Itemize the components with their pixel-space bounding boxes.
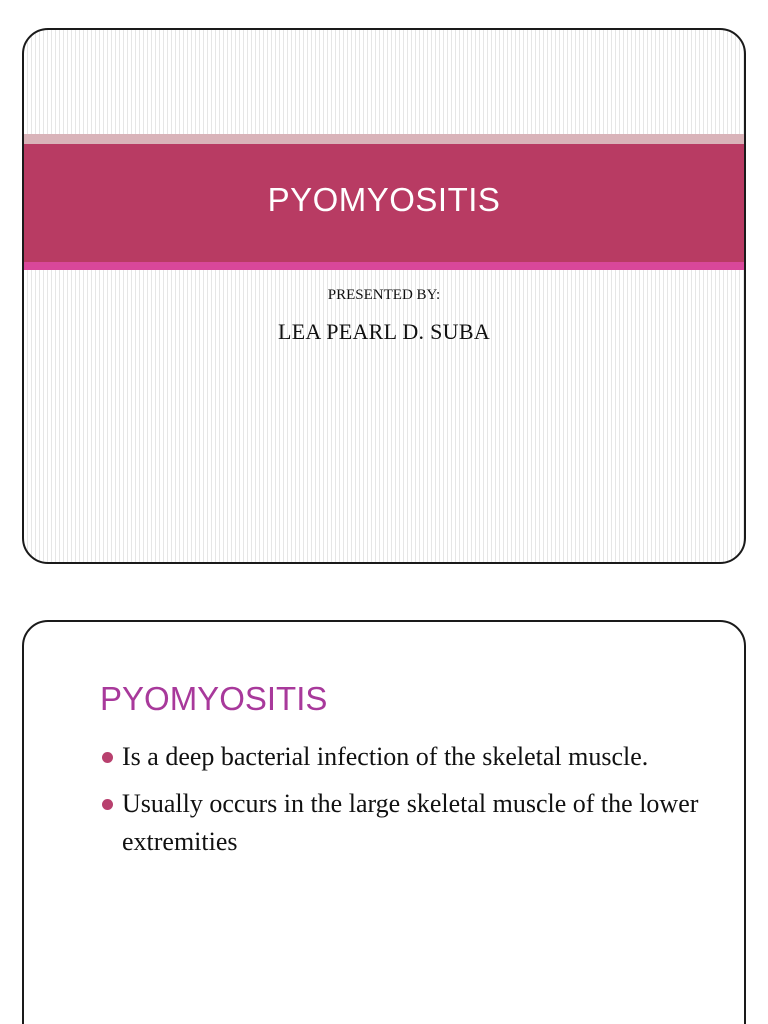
bullet-text: Is a deep bacterial infection of the skeletal muscle. bbox=[122, 742, 649, 771]
presented-by-label: PRESENTED BY: bbox=[327, 287, 441, 303]
bullet-dot-icon bbox=[102, 752, 113, 763]
author-name: LEA PEARL D. SUBA bbox=[277, 319, 491, 344]
list-item bbox=[100, 738, 720, 776]
title-slide bbox=[22, 28, 746, 564]
slide-heading: PYOMYOSITIS bbox=[100, 680, 328, 717]
bullet-dot-icon bbox=[102, 799, 113, 810]
list-item bbox=[100, 785, 720, 861]
content-slide bbox=[22, 620, 746, 1024]
slide-title: PYOMYOSITIS bbox=[267, 181, 501, 218]
bullet-text: Usually occurs in the large skeletal muscle of the lower extremities bbox=[122, 789, 699, 856]
title-band-bottom-stripe bbox=[24, 262, 744, 270]
title-band-top-stripe bbox=[24, 134, 744, 144]
bullet-list bbox=[100, 738, 720, 870]
